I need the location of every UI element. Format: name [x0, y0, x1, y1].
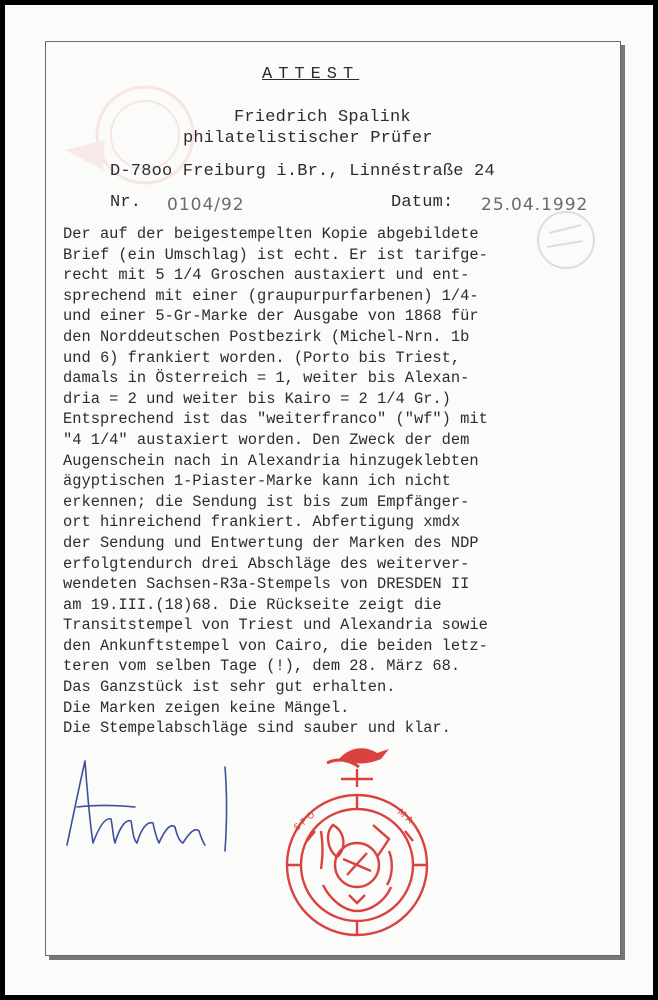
body-line: wendeten Sachsen-R3a-Stempels von DRESDEN II [63, 575, 470, 594]
body-line: Das Ganzstück ist sehr gut erhalten. [63, 678, 396, 697]
body-line: und einer 5-Gr-Marke der Ausgabe von 1868 für [63, 307, 479, 326]
body-line: ägyptischen 1-Piaster-Marke kann ich nicht [63, 472, 451, 491]
body-line: Die Stempelabschläge sind sauber und klar. [63, 719, 451, 738]
body-line: "4 1/4" austaxiert worden. Den Zweck der dem [63, 430, 470, 449]
body-line: der Sendung und Entwertung der Marken des NDP [63, 533, 479, 552]
body-line: recht mit 5 1/4 Groschen austaxiert und ent- [63, 266, 470, 285]
body-line: ort hinreichend frankiert. Abfertigung xmdx [63, 513, 461, 532]
certificate-date: 25.04.1992 [481, 195, 589, 215]
certificate-number-label: Nr. [110, 193, 142, 212]
body-line: Die Marken zeigen keine Mängel. [63, 698, 350, 717]
body-line: und 6) frankiert worden. (Porto bis Triest, [63, 348, 461, 367]
body-line: Der auf der beigestempelten Kopie abgebildete [63, 225, 479, 243]
svg-text:M A: M A [395, 807, 415, 827]
examiner-name: Friedrich Spalink [234, 108, 411, 127]
certificate-sheet [5, 5, 653, 995]
faded-stamp-imprint [45, 80, 205, 200]
body-line: erkennen; die Sendung ist bis zum Empfänger- [63, 492, 470, 511]
body-line: Transitstempel von Triest und Alexandria sowie [63, 616, 488, 635]
date-label: Datum: [391, 193, 454, 212]
body-line: erfolgtendurch drei Abschläge des weiterver- [63, 554, 470, 573]
examiner-address: D-78oo Freiburg i.Br., Linnéstraße 24 [110, 162, 495, 181]
certificate-body [63, 224, 623, 739]
certificate-number: 0104/92 [167, 195, 245, 215]
body-line: teren vom selben Tage (!), dem 28. März 68. [63, 657, 461, 676]
body-line: den Norddeutschen Postbezirk (Michel-Nrn. 1b [63, 327, 470, 346]
body-line: sprechend mit einer (graupurpurfarbenen) 1/4- [63, 286, 479, 305]
body-line: den Ankunftstempel von Cairo, die beiden letz- [63, 636, 488, 655]
certificate-title: ATTEST [262, 65, 360, 84]
body-line: Augenschein nach in Alexandria hinzugeklebten [63, 451, 479, 470]
body-line: am 19.III.(18)68. Die Rückseite zeigt die [63, 595, 442, 614]
expert-seal-stamp [267, 735, 447, 955]
handwritten-signature [55, 747, 255, 857]
body-line: Brief (ein Umschlag) ist echt. Er ist tarifge- [63, 245, 488, 264]
examiner-role: philatelistischer Prüfer [183, 129, 433, 148]
svg-text:S P O: S P O [292, 810, 318, 834]
body-line: dria = 2 und weiter bis Kairo = 2 1/4 Gr.) [63, 389, 451, 408]
body-line: Entsprechend ist das "weiterfranco" ("wf") mit [63, 410, 488, 429]
body-line: damals in Österreich = 1, weiter bis Alexan- [63, 369, 470, 388]
